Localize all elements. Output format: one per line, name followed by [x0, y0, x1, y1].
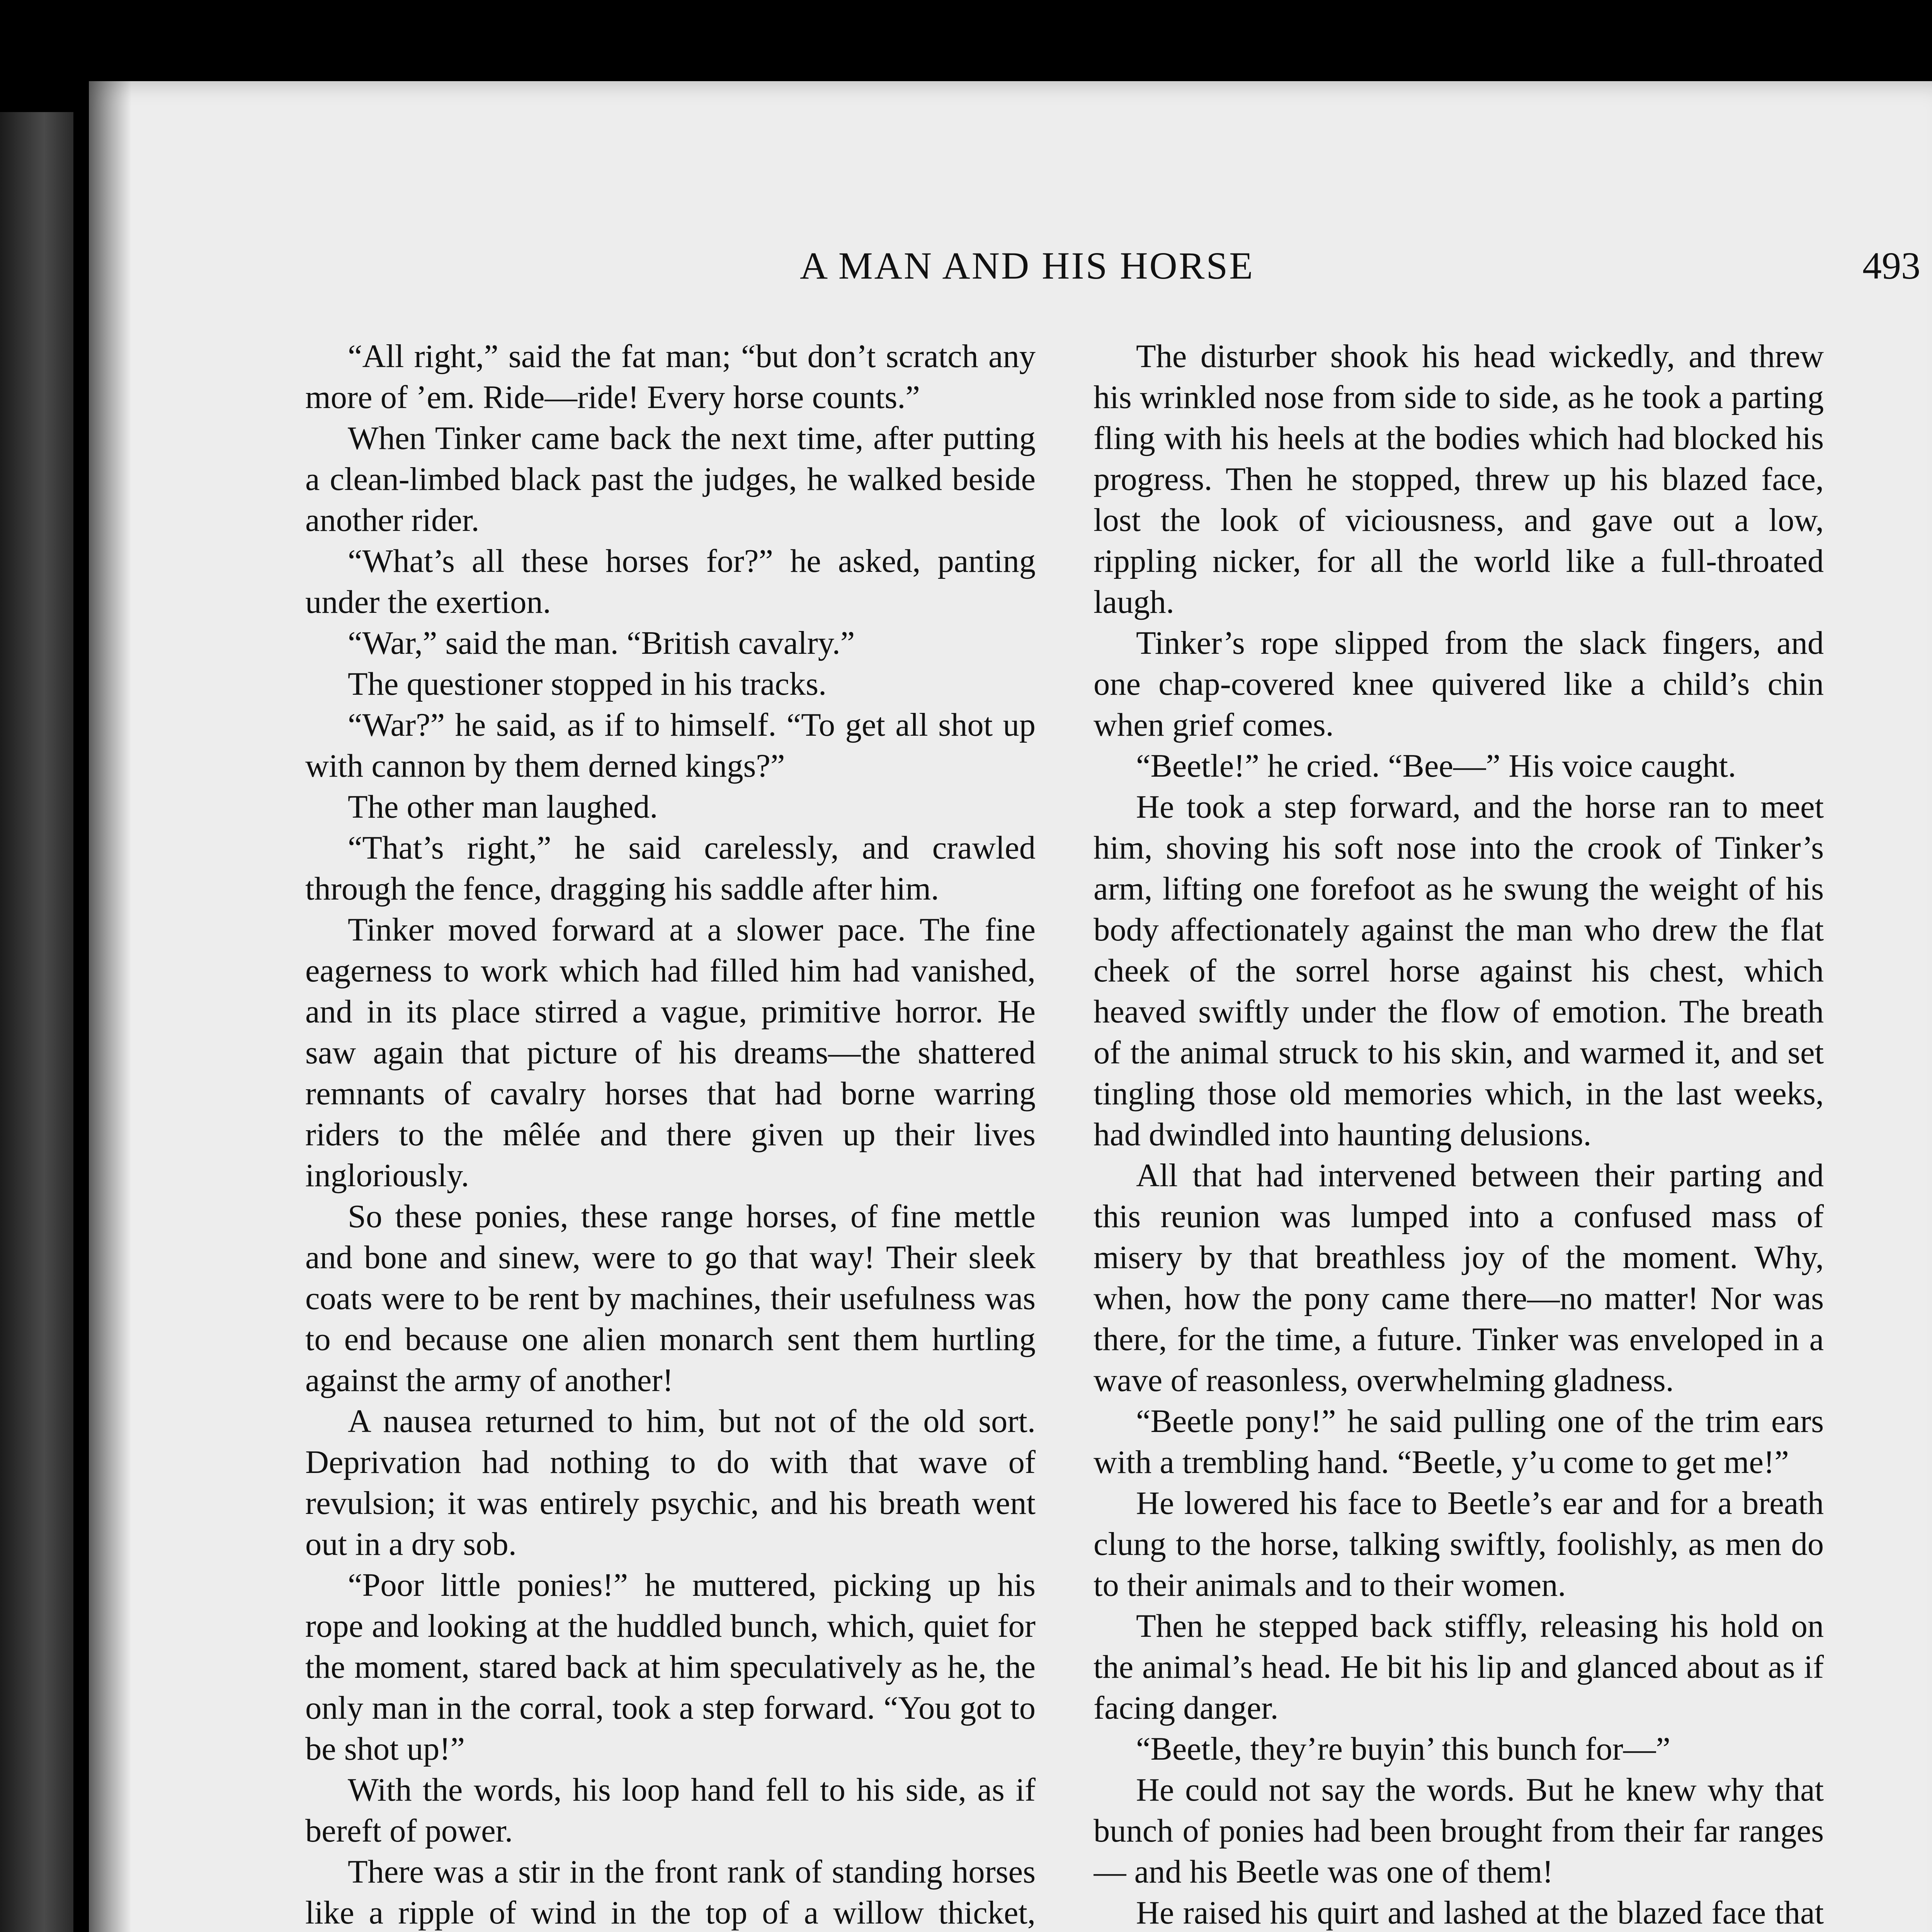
paragraph: He raised his quirt and lashed at the blazed face that [1136, 1895, 1824, 1931]
page-number: 493 [1862, 244, 1920, 287]
paragraph: When Tinker came back the next time, after putting a clean-limbed black past the judges, he walked beside another rider. [305, 420, 1036, 538]
running-title: A MAN AND HIS HORSE [800, 244, 1255, 287]
paragraph: There was a stir in the front rank of standing horses like a ripple of wind in the top of a willow thicket, [305, 1854, 1036, 1931]
paragraph: All that had intervened between their parting and this reunion was lumped into a confused mass of misery by that breathless joy of the moment. Why, when, how the pony came there—no matter! Nor was there, for the time, a future. Tinker was enveloped in a wave of reasonless, overwhelming gladness. [1094, 1158, 1824, 1398]
book-page [89, 81, 1932, 1932]
paragraph: “Beetle, they’re buyin’ this bunch for—” [1136, 1731, 1670, 1767]
paragraph: “Poor little ponies!” he muttered, picking up his rope and looking at the huddled bunch, which, quiet for the moment, stared back at him speculatively as he, the only man in the corral, took a step forward. “You got to be shot up!” [305, 1567, 1036, 1767]
paragraph: So these ponies, these range horses, of fine mettle and bone and sinew, were to go that way! Their sleek coats were to be rent by machines, their usefulness was to end because one alien monarch sent them hurtling against the army of another! [305, 1199, 1036, 1398]
paragraph: A nausea returned to him, but not of the old sort. Deprivation had nothing to do with that wave of revulsion; it was entirely psychic, and his breath went out in a dry sob. [305, 1403, 1036, 1562]
paragraph: “Beetle pony!” he said pulling one of the trim ears with a trembling hand. “Beetle, y’u come to get me!” [1094, 1403, 1824, 1480]
paragraph: “That’s right,” he said carelessly, and crawled through the fence, dragging his saddle after him. [305, 830, 1036, 907]
paragraph: He lowered his face to Beetle’s ear and for a breath clung to the horse, talking swiftly, foolishly, as men do to their animals and to their women. [1094, 1485, 1824, 1603]
paragraph: “War,” said the man. “British cavalry.” [348, 625, 855, 661]
previous-page-edge [0, 112, 73, 1932]
spine-shadow [89, 81, 131, 1932]
text-column-right [1094, 336, 1824, 1932]
paragraph: “Beetle!” he cried. “Bee—” His voice caught. [1136, 748, 1736, 784]
paragraph: The questioner stopped in his tracks. [348, 666, 827, 702]
paragraph: He could not say the words. But he knew why that bunch of ponies had been brought from their far ranges — and his Beetle was one of them! [1094, 1772, 1824, 1890]
running-head [89, 243, 1920, 309]
paragraph: With the words, his loop hand fell to his side, as if bereft of power. [305, 1772, 1036, 1849]
paragraph: “War?” he said, as if to himself. “To get all shot up with cannon by them derned kings?” [305, 707, 1036, 784]
paragraph: Then he stepped back stiffly, releasing his hold on the animal’s head. He bit his lip and glanced about as if facing danger. [1094, 1608, 1824, 1726]
paragraph: “All right,” said the fat man; “but don’t scratch any more of ’em. Ride—ride! Every horse counts.” [305, 338, 1036, 415]
paragraph: The other man laughed. [348, 789, 658, 825]
paragraph: Tinker moved forward at a slower pace. The fine eagerness to work which had filled him had vanished, and in its place stirred a vague, primitive horror. He saw again that picture of his dreams—the shattered remnants of cavalry horses that had borne warring riders to the mêlée and there given up their lives ingloriously. [305, 912, 1036, 1194]
paragraph: The disturber shook his head wickedly, and threw his wrinkled nose from side to side, as he took a parting fling with his heels at the bodies which had blocked his progress. Then he stopped, threw up his blazed face, lost the look of viciousness, and gave out a low, rippling nicker, for all the world like a full-throated laugh. [1094, 338, 1824, 620]
paragraph: “What’s all these horses for?” he asked, panting under the exertion. [305, 543, 1036, 620]
paragraph: Tinker’s rope slipped from the slack fingers, and one chap-covered knee quivered like a child’s chin when grief comes. [1094, 625, 1824, 743]
text-column-left [305, 336, 1036, 1932]
paragraph: He took a step forward, and the horse ran to meet him, shoving his soft nose into the crook of Tinker’s arm, lifting one forefoot as he swung the weight of his body affectionately against the man who drew the flat cheek of the sorrel horse against his chest, which heaved swiftly under the flow of emotion. The breath of the animal struck to his skin, and warmed it, and set tingling those old memories which, in the last weeks, had dwindled into haunting delusions. [1094, 789, 1824, 1153]
